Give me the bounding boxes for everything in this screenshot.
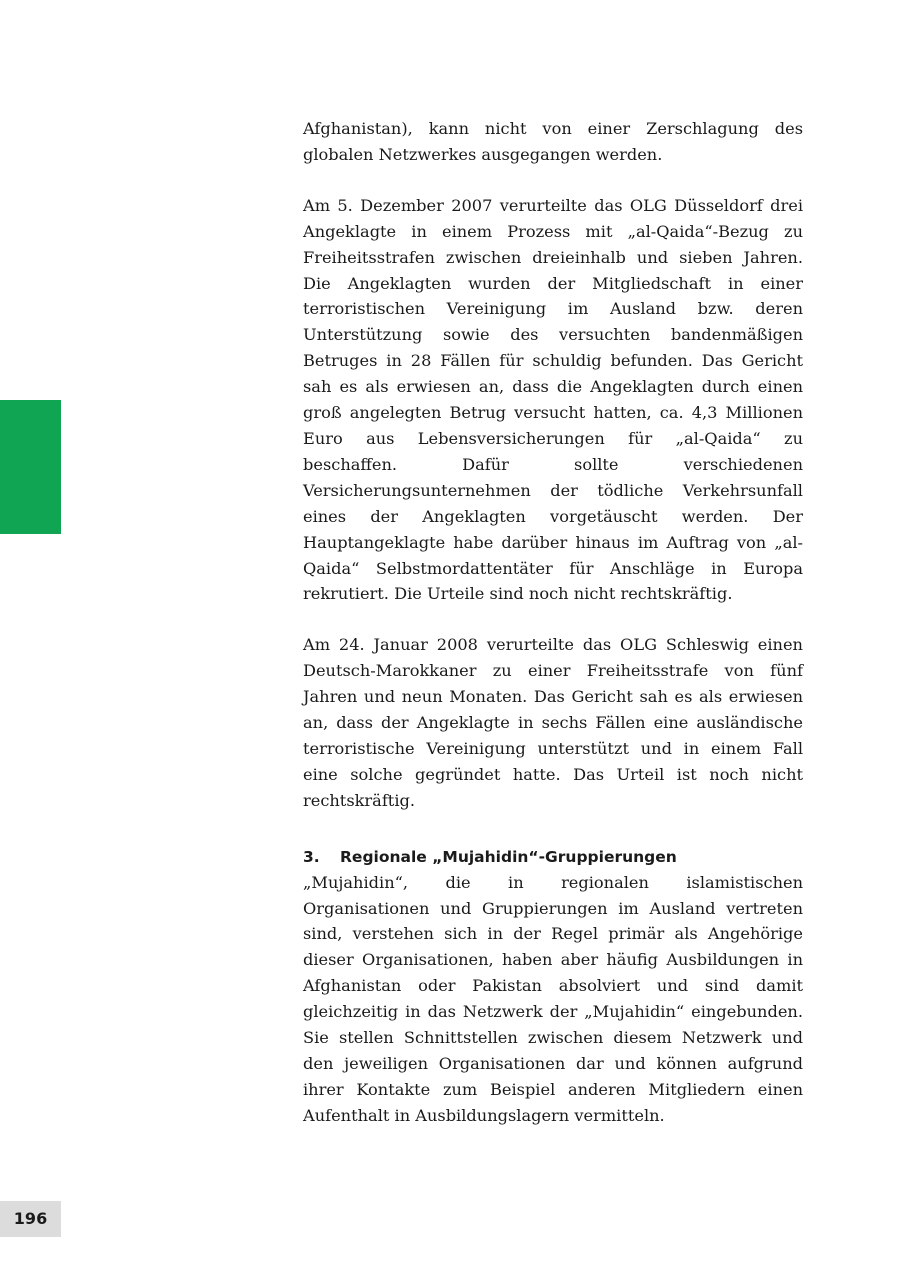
page-number: 196 [0, 1201, 61, 1237]
section-number: 3. [303, 847, 320, 866]
section-body: „Mujahidin“, die in regionalen islamistischen Organisationen und Gruppierungen im Ausland vertreten sind, verstehen sich in der Regel primär als Angehörige dieser Organisationen, haben aber häufig Ausbildungen in Afghanistan oder Pakistan absolviert und sind damit gleichzeitig in das Netzwerk der „Mujahidin“ eingebunden. Sie stellen Schnittstellen zwischen diesem Netzwerk und den jeweiligen Organisationen dar und können aufgrund ihrer Kontakte zum Beispiel anderen Mitgliedern einen Aufenthalt in Ausbildungslagern vermitteln. [303, 872, 803, 1125]
paragraph-1: Afghanistan), kann nicht von einer Zerschlagung des globalen Netzwerkes ausgegangen werden. [303, 119, 803, 164]
chapter-tab-marker [0, 400, 61, 534]
paragraph-3: Am 24. Januar 2008 verurteilte das OLG Schleswig einen Deutsch-Marokkaner zu einer Freiheitsstrafe von fünf Jahren und neun Monaten. Das Gericht sah es als erwiesen an, dass der Angeklagte in sechs Fällen eine ausländische terroristische Vereinigung unterstützt und in einem Fall eine solche gegründet hatte. Das Urteil ist noch nicht rechtskräftig. [303, 635, 803, 810]
section-heading [303, 844, 803, 870]
paragraph-2: Am 5. Dezember 2007 verurteilte das OLG Düsseldorf drei Angeklagte in einem Prozess mit „al-Qaida“-Bezug zu Freiheitsstrafen zwischen dreieinhalb und sieben Jahren. Die Angeklagten wurden der Mitgliedschaft in einer terroristischen Vereinigung im Ausland bzw. deren Unterstützung sowie des versuchten bandenmäßigen Betruges in 28 Fällen für schuldig befunden. Das Gericht sah es als erwiesen an, dass die Angeklagten durch einen groß angelegten Betrug versucht hatten, ca. 4,3 Millionen Euro aus Lebensversicherungen für „al-Qaida“ zu beschaffen. Dafür sollte verschiedenen Versicherungsunternehmen der tödliche Verkehrsunfall eines der Angeklagten vorgetäuscht werden. Der Hauptangeklagte habe darüber hinaus im Auftrag von „al-Qaida“ Selbstmordattentäter für Anschläge in Europa rekrutiert. Die Urteile sind noch nicht rechtskräftig. [303, 195, 803, 604]
main-text [303, 116, 803, 1129]
section-title: Regionale „Mujahidin“-Gruppierungen [340, 847, 677, 866]
